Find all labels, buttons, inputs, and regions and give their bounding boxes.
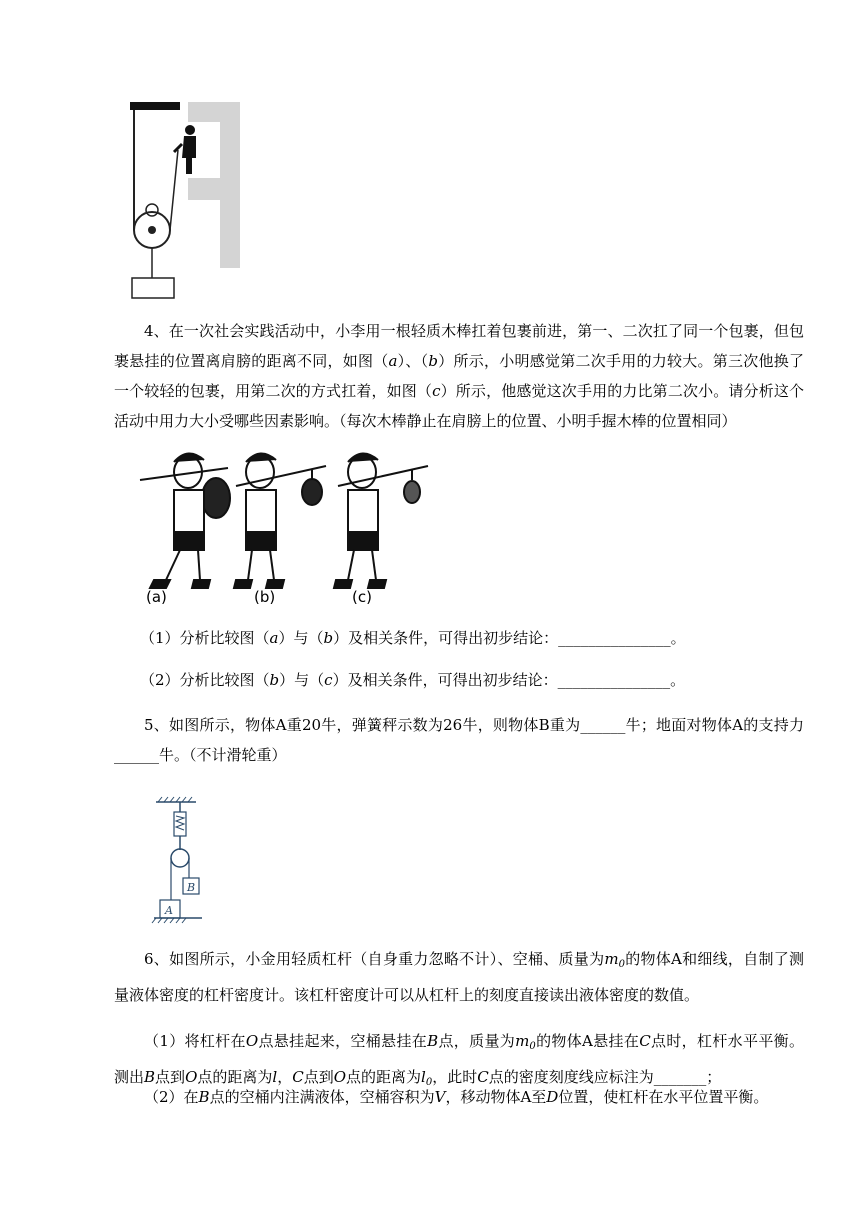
boy-c: [334, 453, 428, 588]
figure-label-c: (c): [352, 588, 372, 606]
figure-label-b: (b): [254, 588, 276, 606]
question-6-sub2: （2）在B点的空桶内注满液体，空桶容积为V，移动物体A至D位置，使杠杆在水平位置平衡。: [144, 1088, 769, 1106]
boys-carrying-package-figure: [136, 440, 436, 610]
question-6-text: 6、如图所示，小金用轻质杠杆（自身重力忽略不计）、空桶、质量为$m_0$的物体A和细线，自制了测量液体密度的杠杆密度计。该杠杆密度计可以从杠杆上的刻度直接读出液体密度的数值。: [114, 950, 804, 1004]
boy-b: [234, 453, 326, 588]
question-4-sub1: （1）分析比较图（a）与（b）及相关条件，可得出初步结论：_______________。: [140, 629, 686, 647]
label-b: B: [187, 881, 196, 894]
question-5-text: 5、如图所示，物体A重20牛，弹簧秤示数为26牛，则物体B重为______牛；地面对物体A的支持力______牛。（不计滑轮重）: [114, 716, 804, 764]
figure-label-a: (a): [146, 588, 167, 606]
question-4-sub2: （2）分析比较图（b）与（c）及相关条件，可得出初步结论：_______________。: [140, 671, 686, 689]
pulley-person-figure: [126, 100, 246, 302]
question-6-sub1: （1）将杠杆在O点悬挂起来，空桶悬挂在B点，质量为$m_0$的物体A悬挂在C点时，杠杆水平平衡。测出B点到O点的距离为l，C点到O点的距离为$l_0$，此时C点的密度刻度线应标注为_______；: [114, 1032, 804, 1088]
spring-scale-pulley-figure: [150, 796, 210, 926]
label-a: A: [165, 904, 173, 917]
question-4-text: 4、在一次社会实践活动中，小李用一根轻质木棒扛着包裹前进，第一、二次扛了同一个包裹，但包裹悬挂的位置离肩膀的距离不同，如图（a）、（b）所示，小明感觉第二次手用的力较大。第三次他换了一个较轻的包裹，用第二次的方式扛着，如图（c）所示，他感觉这次手用的力比第二次小。请分析这个活动中用力大小受哪些因素影响。（每次木棒静止在肩膀上的位置、小明手握木棒的位置相同）: [114, 322, 804, 430]
boy-a: [140, 453, 230, 588]
